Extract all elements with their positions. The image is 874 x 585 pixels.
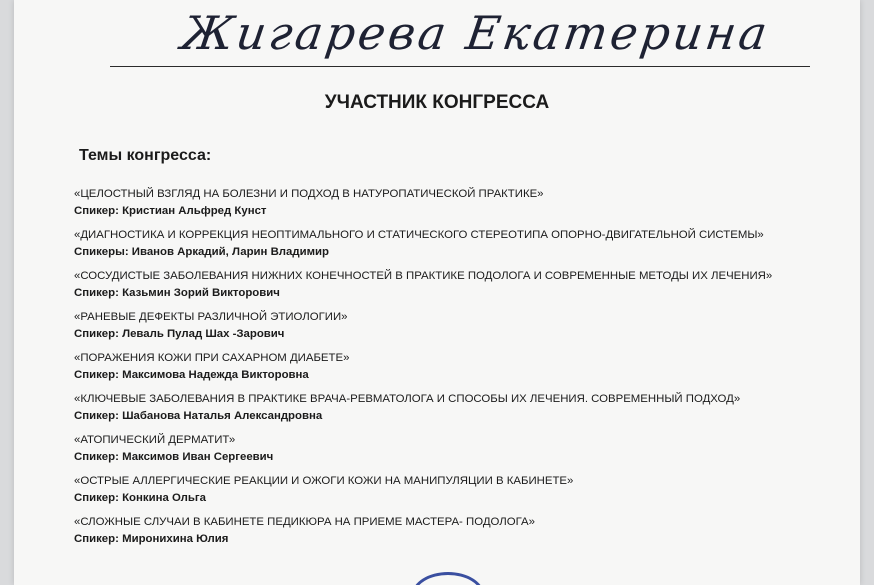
speaker-label: Спикер: — [74, 205, 119, 217]
topic-speaker — [74, 490, 844, 507]
topic-item — [74, 309, 844, 350]
speaker-name: Казьмин Зорий Викторович — [122, 287, 280, 299]
topic-title: «ОСТРЫЕ АЛЛЕРГИЧЕСКИЕ РЕАКЦИИ И ОЖОГИ КОЖИ НА МАНИПУЛЯЦИИ В КАБИНЕТЕ» — [74, 475, 574, 487]
topic-item — [74, 227, 844, 268]
certificate-sheet — [14, 0, 860, 585]
topic-speaker — [74, 408, 844, 425]
topic-speaker — [74, 244, 844, 261]
speaker-label: Спикер: — [74, 451, 119, 463]
speaker-name: Шабанова Наталья Александровна — [122, 410, 323, 422]
topics-list — [74, 186, 844, 555]
speaker-label: Спикер: — [74, 369, 119, 381]
topic-item — [74, 432, 844, 473]
topic-title: «КЛЮЧЕВЫЕ ЗАБОЛЕВАНИЯ В ПРАКТИКЕ ВРАЧА-РЕВМАТОЛОГА И СПОСОБЫ ИХ ЛЕЧЕНИЯ. СОВРЕМЕННЫЙ ПОДХОД» — [74, 393, 741, 405]
topic-item — [74, 514, 844, 555]
name-underline — [110, 66, 810, 67]
speaker-label: Спикер: — [74, 492, 119, 504]
speaker-name: Леваль Пулад Шах -Зарович — [122, 328, 285, 340]
speaker-label: Спикер: — [74, 287, 119, 299]
topic-title: «ДИАГНОСТИКА И КОРРЕКЦИЯ НЕОПТИМАЛЬНОГО И СТАТИЧЕСКОГО СТЕРЕОТИПА ОПОРНО-ДВИГАТЕЛЬНОЙ СИСТЕМЫ» — [74, 229, 764, 241]
topic-speaker — [74, 203, 844, 220]
topic-title: «ПОРАЖЕНИЯ КОЖИ ПРИ САХАРНОМ ДИАБЕТЕ» — [74, 352, 350, 364]
topic-speaker — [74, 531, 844, 548]
stamp-seal — [412, 572, 484, 585]
topic-speaker — [74, 449, 844, 466]
speaker-name: Максимова Надежда Викторовна — [122, 369, 309, 381]
speaker-name: Иванов Аркадий, Ларин Владимир — [131, 246, 329, 258]
speaker-name: Миронихина Юлия — [122, 533, 229, 545]
speaker-name: Конкина Ольга — [122, 492, 206, 504]
speaker-label: Спикер: — [74, 410, 119, 422]
topic-item — [74, 350, 844, 391]
topic-item — [74, 268, 844, 309]
speaker-name: Максимов Иван Сергеевич — [122, 451, 274, 463]
topic-title: «АТОПИЧЕСКИЙ ДЕРМАТИТ» — [74, 434, 236, 446]
topic-title: «РАНЕВЫЕ ДЕФЕКТЫ РАЗЛИЧНОЙ ЭТИОЛОГИИ» — [74, 311, 348, 323]
topic-speaker — [74, 326, 844, 343]
topic-item — [74, 391, 844, 432]
handwritten-participant-name: Жигарева Екатерина — [178, 6, 774, 60]
topics-heading: Темы конгресса: — [79, 147, 212, 164]
speaker-label: Спикер: — [74, 328, 119, 340]
topic-item — [74, 473, 844, 514]
speaker-name: Кристиан Альфред Кунст — [122, 205, 267, 217]
topic-item — [74, 186, 844, 227]
topic-title: «ЦЕЛОСТНЫЙ ВЗГЛЯД НА БОЛЕЗНИ И ПОДХОД В НАТУРОПАТИЧЕСКОЙ ПРАКТИКЕ» — [74, 188, 544, 200]
participant-role: УЧАСТНИК КОНГРЕССА — [324, 92, 550, 113]
topic-speaker — [74, 367, 844, 384]
topic-title: «СЛОЖНЫЕ СЛУЧАИ В КАБИНЕТЕ ПЕДИКЮРА НА ПРИЕМЕ МАСТЕРА- ПОДОЛОГА» — [74, 516, 535, 528]
topic-title: «СОСУДИСТЫЕ ЗАБОЛЕВАНИЯ НИЖНИХ КОНЕЧНОСТЕЙ В ПРАКТИКЕ ПОДОЛОГА И СОВРЕМЕННЫЕ МЕТОДЫ ИХ ЛЕЧЕНИЯ» — [74, 270, 773, 282]
speaker-label: Спикеры: — [74, 246, 129, 258]
speaker-label: Спикер: — [74, 533, 119, 545]
topic-speaker — [74, 285, 844, 302]
